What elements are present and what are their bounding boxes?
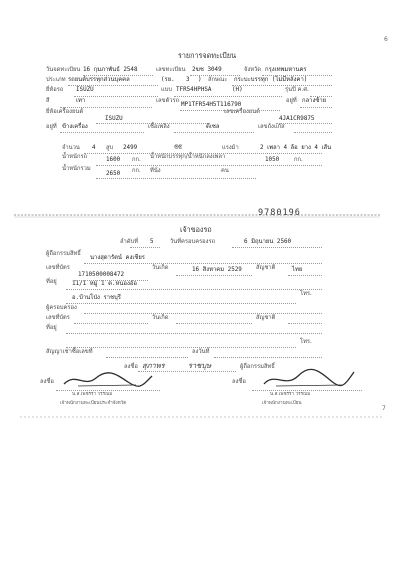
possessor-label: ผู้ครอบครอง	[46, 305, 77, 311]
field-line	[232, 85, 332, 86]
field-line	[66, 289, 322, 290]
engine-brand: ISUZU	[105, 116, 123, 122]
serial-number: 9780196	[258, 208, 301, 218]
field-line	[74, 96, 158, 97]
addr-label: ที่อยู่	[46, 279, 57, 285]
birth2-label: วันเกิด	[152, 315, 169, 321]
load: 1050	[265, 157, 280, 163]
reg-no: 2ฆช 3049	[192, 67, 222, 73]
field-line	[310, 96, 332, 97]
field-line	[66, 333, 322, 334]
birth: 16 สิงหาคม 2529	[192, 267, 242, 273]
seat-label: ที่นั่ง	[150, 168, 161, 174]
province: กรุงเทพมหานคร	[265, 67, 307, 73]
body-label: ลักษณะ	[208, 77, 228, 83]
bottom-perforation	[0, 414, 400, 420]
side-mark: 7	[382, 405, 386, 412]
left-role: เจ้าพนักงานทะเบียนประจำจังหวัด	[60, 401, 127, 406]
model-label: แบบ	[161, 87, 173, 93]
hp-label: แรงม้า	[222, 145, 239, 151]
field-line	[174, 132, 254, 133]
field-line	[84, 263, 322, 264]
weight-label: น้ำหนักรถ	[62, 154, 88, 160]
field-line	[83, 75, 153, 76]
chassis: MP1TFR54H5T116790	[181, 102, 242, 108]
body: กระบะบรรทุก (ไม่มีหลังคา)	[234, 77, 308, 83]
field-line	[300, 107, 332, 108]
nation: ไทย	[292, 267, 303, 273]
contract-label: สัญญาเช่าซื้อเลขที่	[46, 349, 93, 355]
field-line	[68, 85, 158, 86]
id2-label: เลขที่บัตร	[46, 315, 70, 321]
owner-title: เจ้าของรถ	[180, 225, 212, 234]
field-line	[60, 132, 144, 133]
field-line	[84, 153, 322, 154]
engine-brand-label: ยี่ห้อเครื่องยนต์	[46, 109, 84, 115]
corner-mark: 6	[384, 36, 388, 43]
load-label: น้ำหนักบรรทุก/น้ำหนักลงเพลา	[150, 154, 226, 160]
axle: 2 เพลา 4 ล้อ ยาง 4 เส้น	[260, 145, 332, 151]
field-line	[74, 323, 148, 324]
brand-label: ยี่ห้อรถ	[46, 87, 64, 93]
gross-unit: กก.	[132, 168, 141, 174]
left-sign-label: ลงชื่อ	[40, 379, 54, 385]
perforated-strip	[0, 206, 400, 220]
chassis-pos: กลางซ้าย	[302, 98, 327, 104]
type-label: ประเภท	[46, 77, 66, 83]
tank-label: เลขถังแก๊ส	[258, 124, 285, 130]
nation2-label: สัญชาติ	[256, 315, 276, 321]
order-label: ลำดับที่	[120, 239, 139, 245]
field-line	[294, 132, 332, 133]
right-signature	[258, 366, 358, 392]
year-label: รุ่นปี ค.ศ.	[285, 87, 309, 93]
field-line	[288, 323, 322, 324]
weight: 1600	[106, 157, 121, 163]
reg-date: 16 กุมภาพันธ์ 2548	[83, 67, 138, 73]
fuel: ดีเซล	[206, 124, 220, 130]
field-line	[66, 303, 296, 304]
right-role: เจ้าพนักงานทะเบียน	[262, 401, 302, 406]
field-line	[106, 357, 188, 358]
birth-label: วันเกิด	[152, 265, 169, 271]
cc: 2499	[123, 145, 138, 151]
field-line	[96, 178, 256, 179]
weight-unit: กก.	[132, 157, 141, 163]
seat-unit: คน	[221, 168, 229, 174]
nation-label: สัญชาติ	[256, 265, 276, 271]
addr-line-1: 11/1 หมู่ 1 ต.หนองอ้อ	[72, 281, 137, 287]
field-line	[288, 275, 322, 276]
gross: 2650	[106, 171, 121, 177]
field-line	[66, 347, 296, 348]
gross-label: น้ำหนักรวม	[62, 166, 91, 172]
reg-date-label: วันจดทะเบียน	[46, 67, 81, 73]
field-line	[176, 275, 252, 276]
id-number: 1710500008472	[78, 272, 125, 278]
section-title: รายการจดทะเบียน	[178, 51, 236, 60]
model-code: (H)	[232, 87, 243, 93]
cc-label: ซีซี	[174, 145, 182, 151]
field-line	[96, 123, 206, 124]
field-line	[174, 96, 282, 97]
field-line	[130, 247, 160, 248]
field-line	[190, 75, 240, 76]
field-line	[214, 357, 322, 358]
qty: 4	[92, 145, 96, 151]
holder-label: ผู้ถือกรรมสิทธิ์	[46, 251, 81, 257]
engine-pos: ข้างเครื่อง	[62, 124, 88, 130]
addr-line-2: อ.บ้านโป่ง ราชบุรี	[72, 295, 121, 301]
field-line	[84, 313, 322, 314]
id-label: เลขที่บัตร	[46, 265, 70, 271]
holder-name: นางสุดารัตน์ คงเชียร	[90, 255, 145, 261]
field-line	[180, 110, 280, 111]
signed-name-2: ราชบุษ	[188, 361, 212, 370]
field-line	[252, 390, 362, 391]
type: รถยนต์บรรทุกส่วนบุคคล	[68, 77, 130, 83]
engine-no-label: เลขเครื่องยนต์	[224, 109, 260, 115]
holder-sign-label: ผู้ถือกรรมสิทธิ์	[240, 364, 275, 370]
engine-pos-label: อยู่ที่	[46, 124, 57, 130]
field-line	[232, 247, 322, 248]
left-signature	[58, 368, 158, 392]
engine-no: 4JA1CR9875	[279, 116, 315, 122]
tel-label: โทร.	[300, 291, 312, 297]
model: TFR54HPHSA	[176, 87, 212, 93]
brand: ISUZU	[76, 87, 94, 93]
code-prefix: (รย.	[161, 77, 175, 83]
color-label: สี	[46, 98, 50, 104]
code: 3	[186, 77, 190, 83]
possess-date: 6 มิถุนายน 2560	[244, 239, 292, 245]
order: 5	[150, 239, 154, 245]
chassis-pos-label: อยู่ที่	[286, 98, 297, 104]
chassis-label: เลขตัวรถ	[156, 98, 180, 104]
fuel-label: เชื้อเพลิง	[148, 124, 170, 130]
load-unit: กก.	[294, 157, 303, 163]
field-line	[276, 123, 332, 124]
field-line	[60, 107, 152, 108]
tel2-label: โทร.	[300, 339, 312, 345]
contract-date-label: ลงวันที่	[192, 349, 210, 355]
field-line	[176, 323, 252, 324]
qty-label: จำนวน	[62, 145, 80, 151]
addr2-label: ที่อยู่	[46, 325, 57, 331]
province-label: จังหวัด	[244, 67, 262, 73]
right-stamp: น.ส.เพชรรา วรรณม	[270, 392, 311, 397]
cyl-label: สูบ	[106, 145, 114, 151]
code-suffix: )	[198, 77, 202, 83]
field-line	[56, 390, 160, 391]
field-line	[262, 75, 332, 76]
field-line	[96, 165, 322, 166]
right-sign-label: ลงชื่อ	[232, 379, 246, 385]
field-line	[74, 280, 148, 281]
possess-date-label: วันที่ครอบครองรถ	[170, 239, 216, 245]
signed-name: สุภาพร	[142, 361, 165, 370]
color: เทา	[76, 98, 86, 104]
left-stamp: น.ส.เพชรรา วรรณม	[72, 392, 113, 397]
sign-label: ลงชื่อ	[124, 364, 138, 370]
reg-no-label: เลขทะเบียน	[156, 67, 186, 73]
